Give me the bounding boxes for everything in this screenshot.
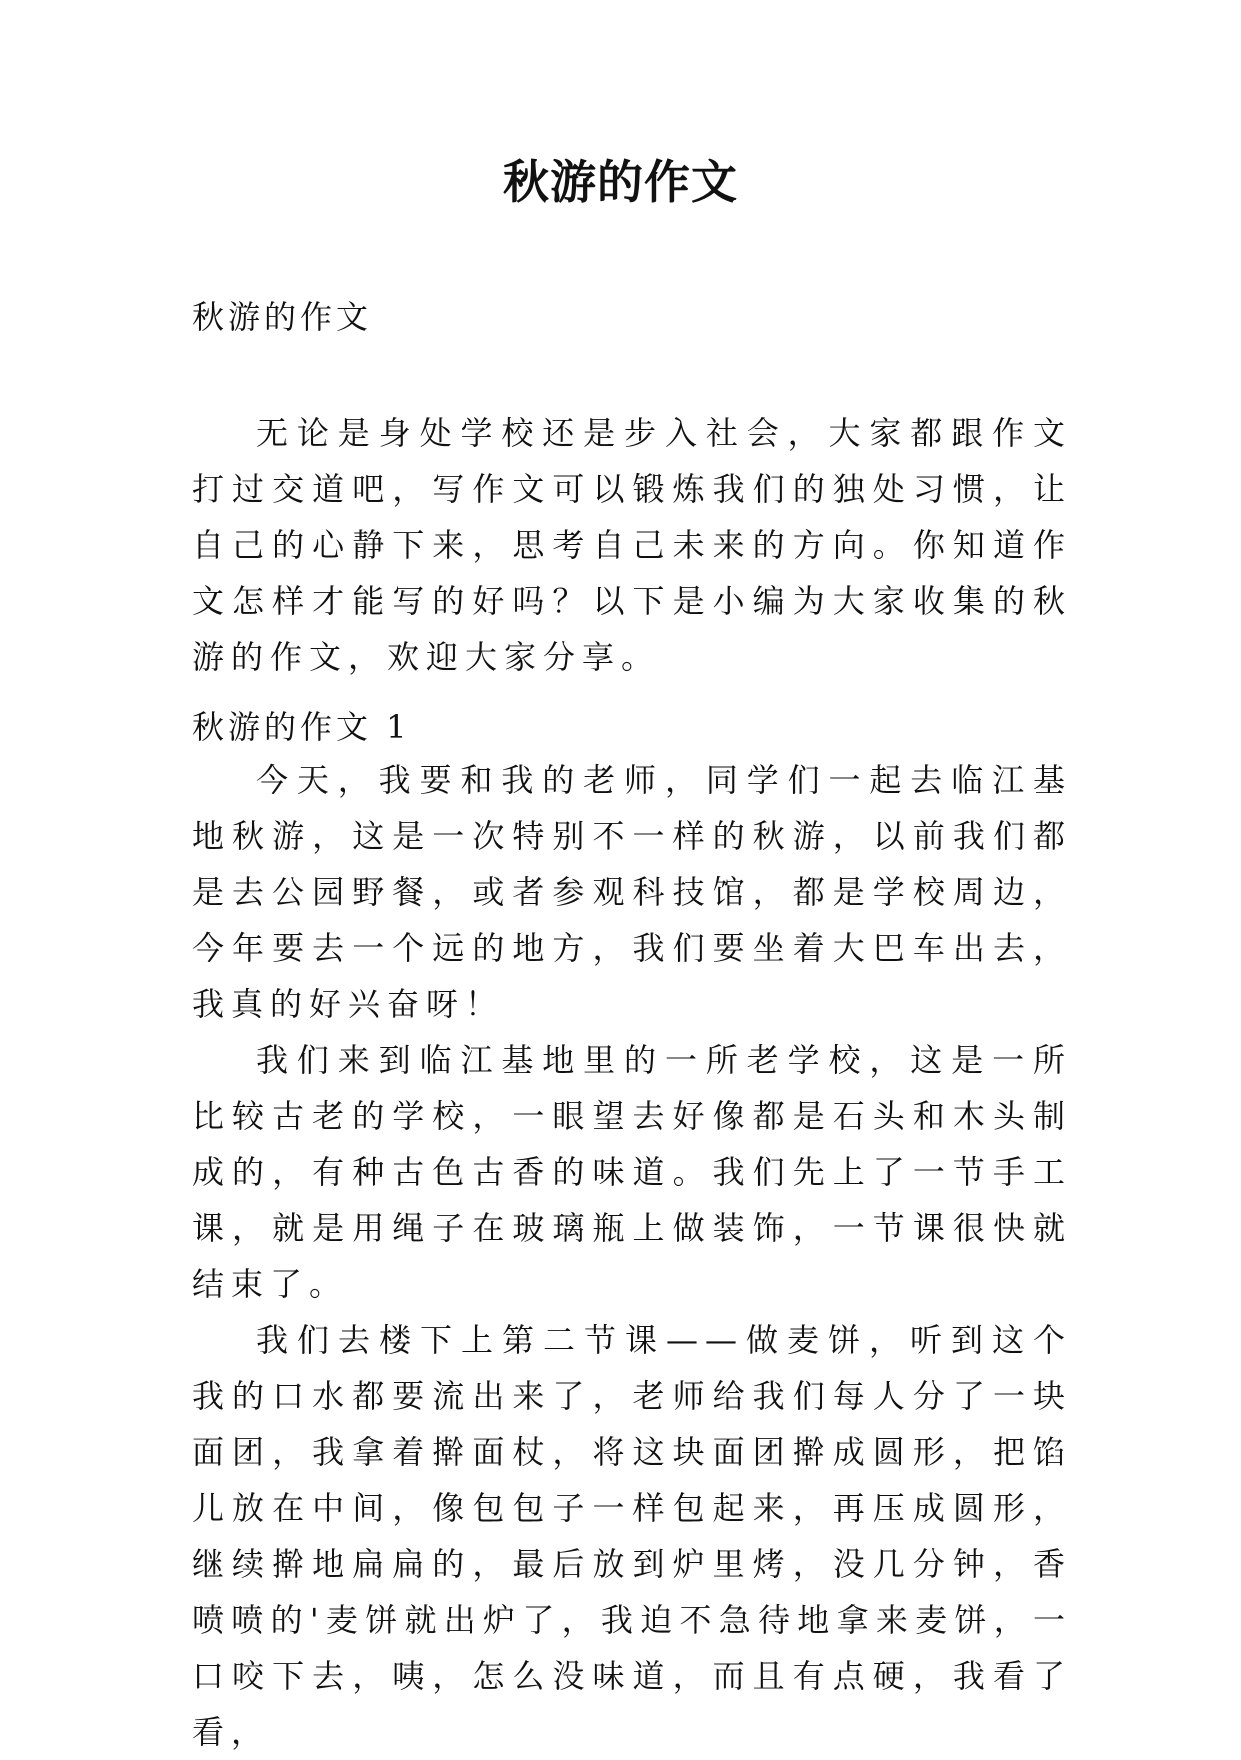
document-title: 秋游的作文	[503, 155, 738, 209]
body-paragraph: 我们来到临江基地里的一所老学校，这是一所比较古老的学校，一眼望去好像都是石头和木头制成的，有种古色古香的味道。我们先上了一节手工课，就是用绳子在玻璃瓶上做装饰，一节课很快就结束了。	[192, 1041, 1072, 1303]
section-body	[192, 752, 1072, 1760]
section-heading: 秋游的作文 1	[192, 708, 411, 746]
document-subtitle: 秋游的作文	[192, 298, 373, 336]
body-paragraph: 我们去楼下上第二节课——做麦饼，听到这个我的口水都要流出来了，老师给我们每人分了一块面团，我拿着擀面杖，将这块面团擀成圆形，把馅儿放在中间，像包包子一样包起来，再压成圆形，继续擀地扁扁的，最后放到炉里烤，没几分钟，香喷喷的'麦饼就出炉了，我迫不急待地拿来麦饼，一口咬下去，咦，怎么没味道，而且有点硬，我看了看，	[192, 1321, 1072, 1751]
intro-paragraph: 无论是身处学校还是步入社会，大家都跟作文打过交道吧，写作文可以锻炼我们的独处习惯，让自己的心静下来，思考自己未来的方向。你知道作文怎样才能写的好吗？以下是小编为大家收集的秋游的作文，欢迎大家分享。	[192, 414, 1072, 676]
body-paragraph: 今天，我要和我的老师，同学们一起去临江基地秋游，这是一次特别不一样的秋游，以前我们都是去公园野餐，或者参观科技馆，都是学校周边，今年要去一个远的地方，我们要坐着大巴车出去，我真的好兴奋呀！	[192, 761, 1072, 1023]
